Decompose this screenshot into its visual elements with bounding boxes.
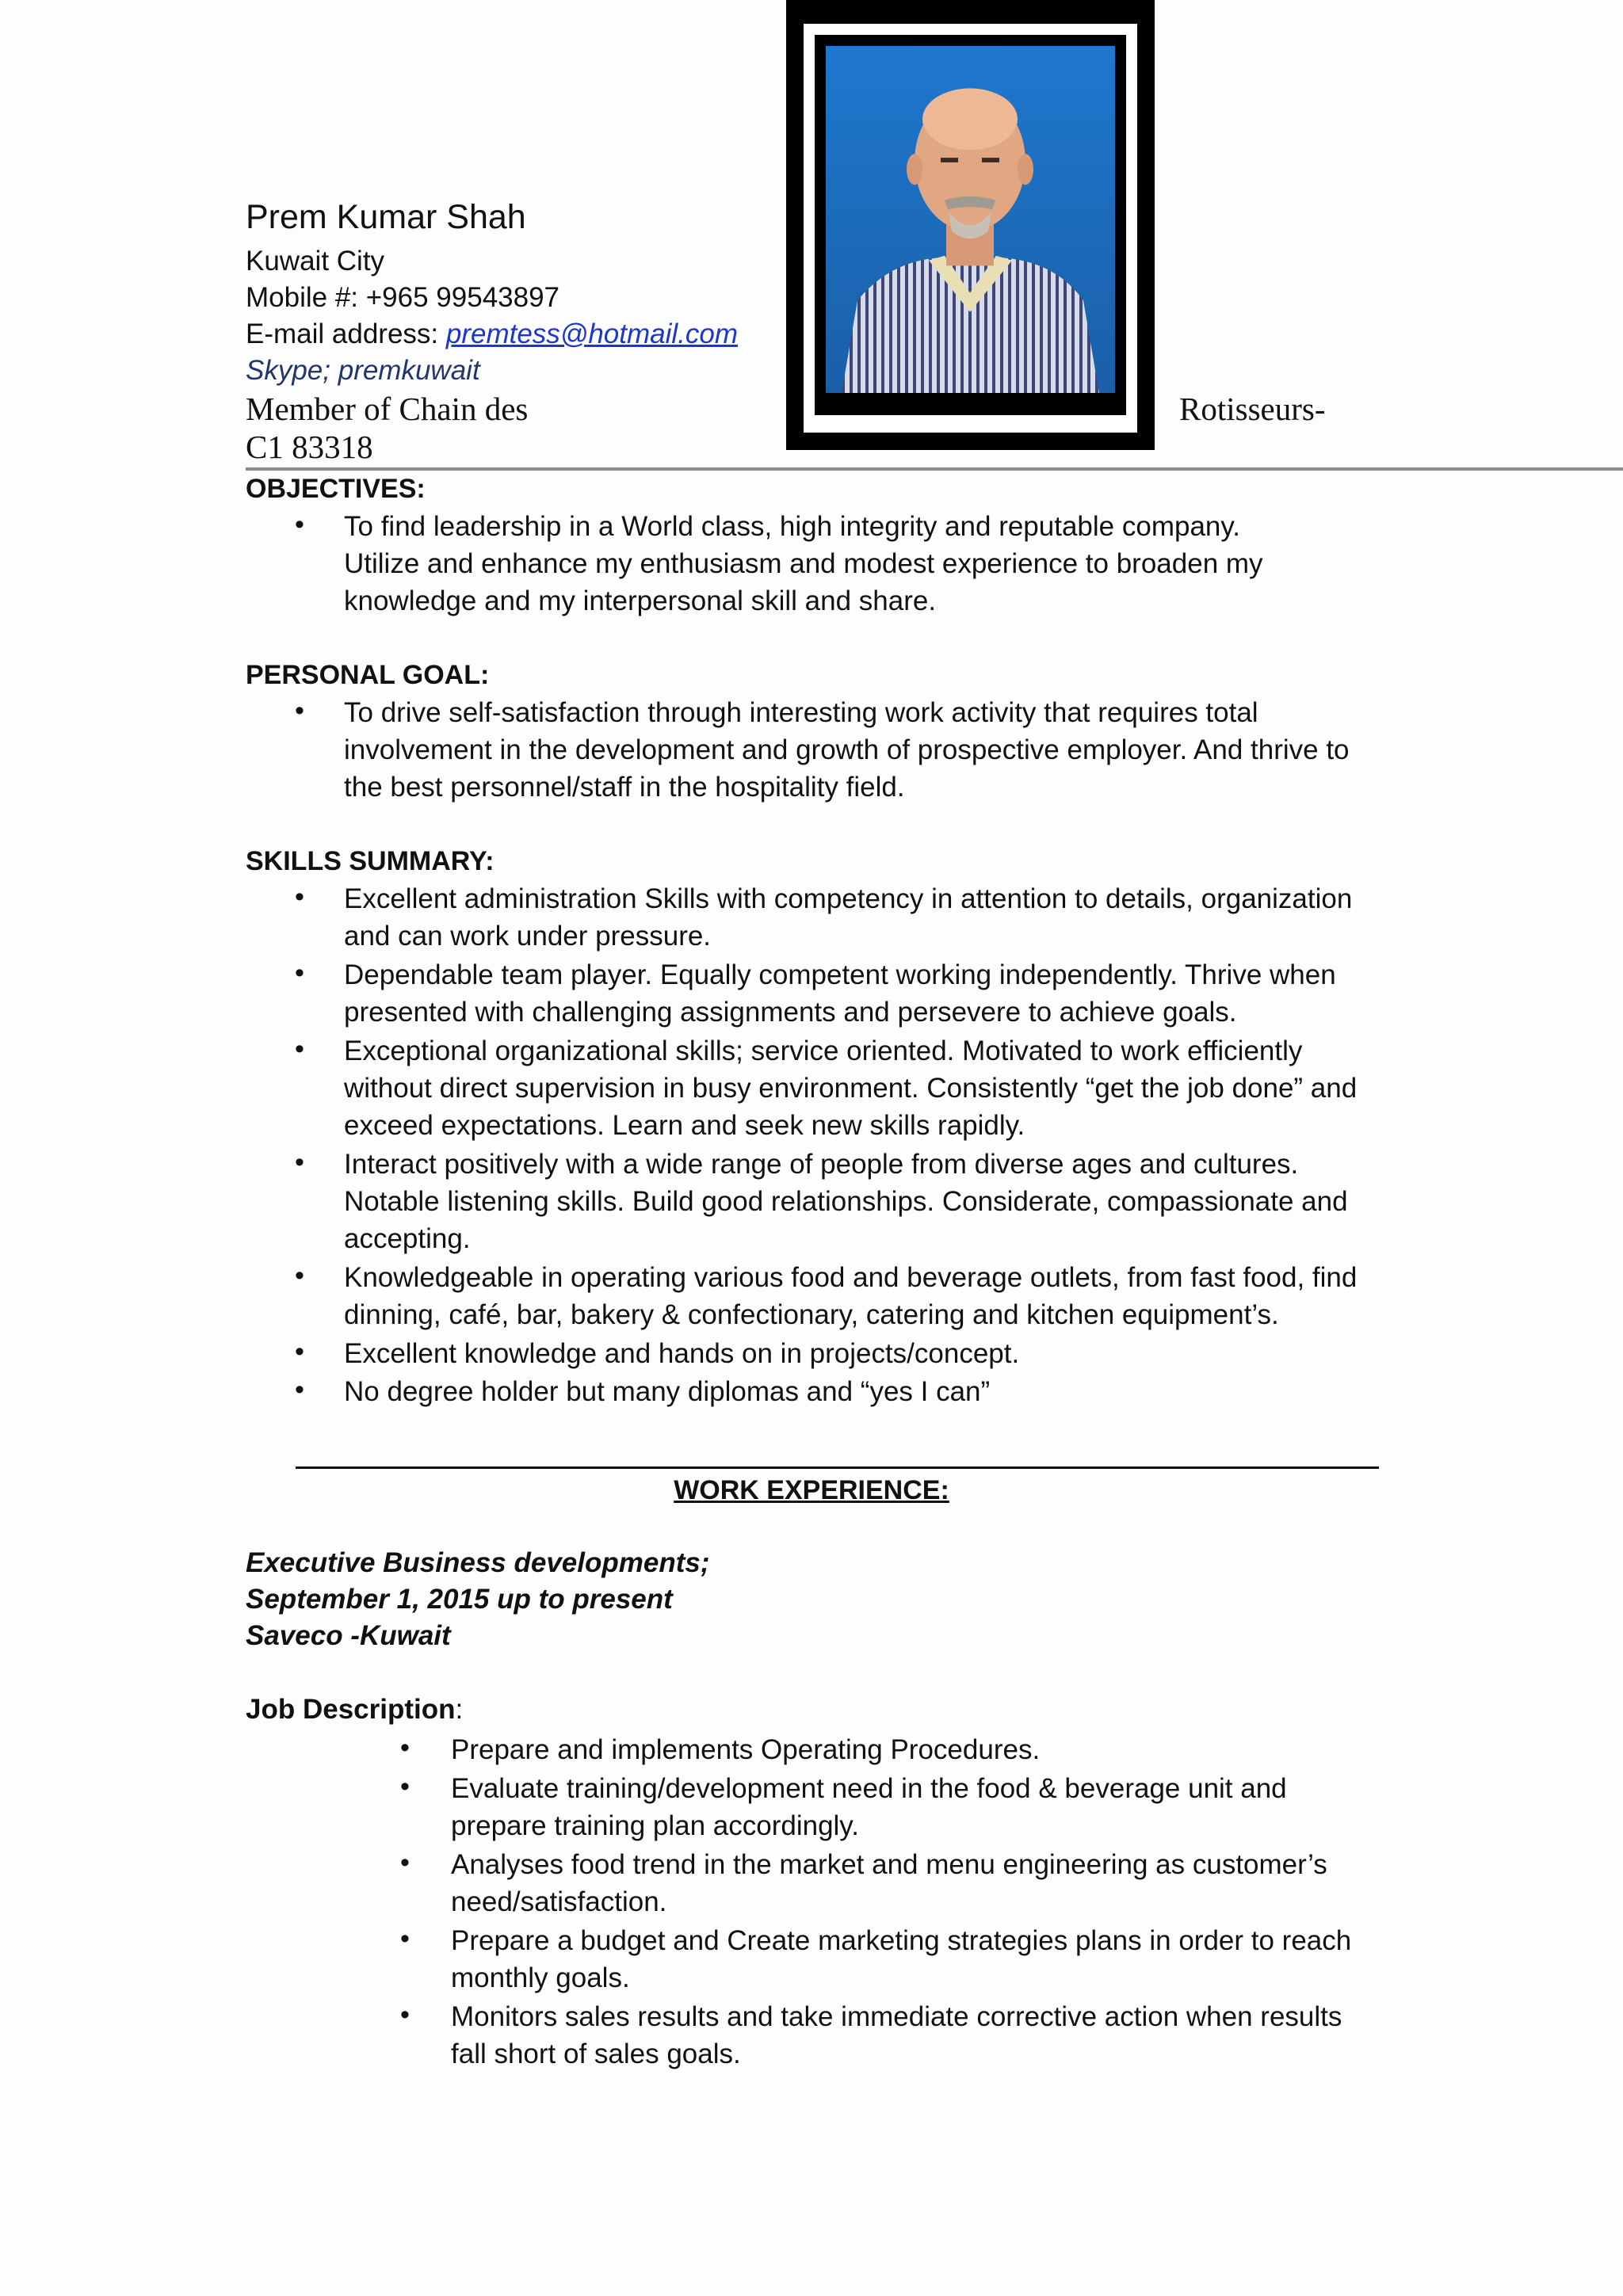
candidate-name: Prem Kumar Shah bbox=[246, 198, 526, 236]
skill-item bbox=[295, 1259, 1357, 1333]
skill-line: Knowledgeable in operating various food and beverage outlets, from fast food, find bbox=[344, 1262, 1358, 1293]
email-label: E-mail address: bbox=[246, 318, 446, 349]
goal-line: the best personnel/staff in the hospitality field. bbox=[344, 772, 905, 803]
objective-line: To find leadership in a World class, high integrity and reputable company. bbox=[344, 511, 1241, 542]
duty-item bbox=[400, 1846, 1327, 1920]
mobile-number: Mobile #: +965 99543897 bbox=[246, 282, 560, 313]
objectives-list bbox=[295, 508, 1263, 620]
email-link[interactable]: premtess@hotmail.com bbox=[445, 318, 739, 349]
objective-line: knowledge and my interpersonal skill and share. bbox=[344, 585, 937, 616]
skill-item bbox=[295, 1335, 1019, 1372]
personal-goal-list bbox=[295, 694, 1350, 806]
header-divider bbox=[246, 467, 1623, 471]
skill-line: Notable listening skills. Build good relationships. Considerate, compassionate and bbox=[344, 1186, 1348, 1217]
skill-line: exceed expectations. Learn and seek new skills rapidly. bbox=[344, 1110, 1025, 1141]
personal-goal-heading: PERSONAL GOAL: bbox=[246, 660, 490, 690]
portrait-photo bbox=[826, 46, 1115, 393]
bullet: • bbox=[295, 1375, 304, 1405]
duty-line: need/satisfaction. bbox=[451, 1886, 667, 1917]
bullet: • bbox=[400, 1848, 410, 1878]
bullet: • bbox=[295, 696, 304, 726]
skype-id: Skype; premkuwait bbox=[246, 355, 480, 386]
skill-item bbox=[295, 1146, 1348, 1257]
job-description-title: Job Description bbox=[246, 1694, 456, 1725]
goal-line: To drive self-satisfaction through interesting work activity that requires total bbox=[344, 697, 1258, 728]
photo-inner-border bbox=[815, 35, 1126, 415]
bullet: • bbox=[400, 1733, 410, 1763]
bullet: • bbox=[295, 509, 304, 540]
skill-line: Exceptional organizational skills; service oriented. Motivated to work efficiently bbox=[344, 1035, 1303, 1066]
portrait-illustration bbox=[826, 46, 1115, 393]
duty-line: Monitors sales results and take immediate corrective action when results bbox=[451, 2001, 1342, 2032]
membership-right: Rotisseurs- bbox=[1179, 391, 1326, 427]
profile-photo-frame bbox=[786, 0, 1155, 450]
bullet: • bbox=[400, 1924, 410, 1954]
skills-summary-heading: SKILLS SUMMARY: bbox=[246, 846, 495, 876]
skill-line: Excellent knowledge and hands on in projects/concept. bbox=[344, 1338, 1020, 1369]
email-line bbox=[246, 318, 738, 350]
skill-line: Dependable team player. Equally competent working independently. Thrive when bbox=[344, 959, 1336, 990]
duty-line: Analyses food trend in the market and menu engineering as customer’s bbox=[451, 1849, 1327, 1880]
bullet: • bbox=[295, 958, 304, 988]
bullet: • bbox=[295, 1261, 304, 1291]
personal-goal-item bbox=[344, 694, 1350, 806]
job-company: Saveco -Kuwait bbox=[246, 1620, 451, 1651]
skill-line: without direct supervision in busy environment. Consistently “get the job done” and bbox=[344, 1073, 1358, 1104]
duty-item bbox=[400, 1731, 1040, 1768]
skill-item bbox=[295, 880, 1352, 955]
objective-line: Utilize and enhance my enthusiasm and modest experience to broaden my bbox=[344, 548, 1263, 579]
duty-line: Prepare a budget and Create marketing strategies plans in order to reach bbox=[451, 1925, 1352, 1956]
duty-item bbox=[400, 1922, 1351, 1997]
goal-line: involvement in the development and growth of prospective employer. And thrive to bbox=[344, 734, 1350, 765]
skill-line: Excellent administration Skills with competency in attention to details, organization bbox=[344, 883, 1353, 914]
bullet: • bbox=[400, 1772, 410, 1802]
bullet: • bbox=[295, 1034, 304, 1064]
work-experience-heading: WORK EXPERIENCE: bbox=[674, 1475, 949, 1505]
membership-id: C1 83318 bbox=[246, 429, 373, 465]
skill-line: presented with challenging assignments and persevere to achieve goals. bbox=[344, 997, 1237, 1028]
bullet: • bbox=[295, 1337, 304, 1367]
section-divider bbox=[296, 1466, 1379, 1469]
duty-line: fall short of sales goals. bbox=[451, 2039, 741, 2069]
skill-line: Interact positively with a wide range of people from diverse ages and cultures. bbox=[344, 1149, 1299, 1180]
duty-line: prepare training plan accordingly. bbox=[451, 1810, 859, 1841]
city: Kuwait City bbox=[246, 246, 385, 277]
skill-item bbox=[295, 1373, 990, 1410]
job-period: September 1, 2015 up to present bbox=[246, 1584, 673, 1615]
skill-line: No degree holder but many diplomas and “yes I can” bbox=[344, 1376, 991, 1407]
duty-line: Evaluate training/development need in the food & beverage unit and bbox=[451, 1773, 1287, 1804]
skill-item bbox=[295, 956, 1336, 1031]
skill-line: and can work under pressure. bbox=[344, 921, 712, 952]
bullet: • bbox=[295, 1147, 304, 1177]
membership-left: Member of Chain des bbox=[246, 391, 529, 427]
duty-item bbox=[400, 1998, 1342, 2073]
duty-line: monthly goals. bbox=[451, 1962, 630, 1993]
colon: : bbox=[455, 1694, 464, 1725]
objectives-heading: OBJECTIVES: bbox=[246, 474, 426, 504]
skill-line: accepting. bbox=[344, 1223, 471, 1254]
bullet: • bbox=[295, 882, 304, 912]
duty-line: Prepare and implements Operating Procedures. bbox=[451, 1734, 1041, 1765]
objective-item bbox=[344, 508, 1263, 620]
skill-line: dinning, café, bar, bakery & confectionary, catering and kitchen equipment’s. bbox=[344, 1299, 1279, 1330]
skill-item bbox=[295, 1032, 1357, 1144]
job-title: Executive Business developments; bbox=[246, 1547, 710, 1578]
bullet: • bbox=[400, 2000, 410, 2030]
duty-item bbox=[400, 1770, 1287, 1844]
job-description-label bbox=[246, 1694, 463, 1726]
